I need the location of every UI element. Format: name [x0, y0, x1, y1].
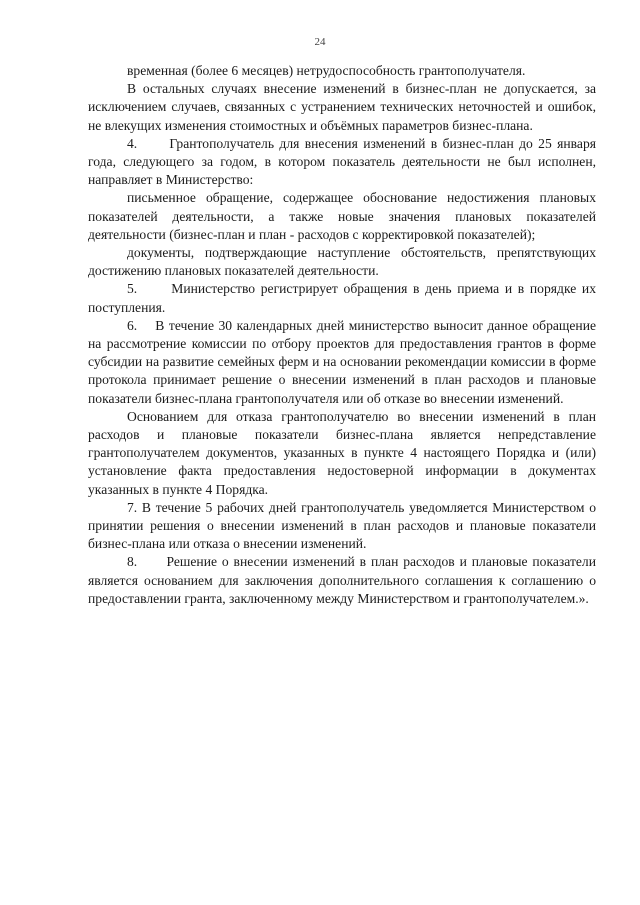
paragraph-refusal-grounds: Основанием для отказа грантополучателю во внесении изменений в план расходов и плановые показатели бизнес-плана является непредставление грантополучателем документов, указанных в пункте 4 настоящего Порядка и (или) установление факта предоставления недостоверной информации в документах указанных в пункте 4 Порядка.	[88, 408, 596, 497]
paragraph-other-cases: В остальных случаях внесение изменений в бизнес-план не допускается, за исключением случаев, связанных с устранением технических неточностей и ошибок, не влекущих изменения стоимостных и объёмных параметров бизнес-плана.	[88, 81, 596, 133]
paragraph-written-request: письменное обращение, содержащее обоснование недостижения плановых показателей деятельности, а также новые значения плановых показателей деятельности (бизнес-план и план - расходов с корректировкой показателей);	[88, 190, 596, 242]
paragraph-item-8: 8. Решение о внесении изменений в план расходов и плановые показатели является основанием для заключения дополнительного соглашения к соглашению о предоставлении гранта, заключенному между Министерством и грантополучателем.».	[88, 554, 596, 606]
document-body	[88, 62, 596, 608]
paragraph-item-7: 7. В течение 5 рабочих дней грантополучатель уведомляется Министерством о принятии решения о внесении изменений в план расходов и плановые показатели бизнес-плана или отказа о внесении изменений.	[88, 499, 596, 552]
paragraph-item-5: 5. Министерство регистрирует обращения в день приема и в порядке их поступления.	[88, 281, 596, 315]
paragraph-continuation: временная (более 6 месяцев) нетрудоспособность грантополучателя.	[127, 63, 526, 78]
paragraph-item-6: 6. В течение 30 календарных дней министерство выносит данное обращение на рассмотрение комиссии по отбору проектов для предоставления грантов в форме субсидии на развитие семейных ферм и на основании рекомендации комиссии в форме протокола принимает решение о внесении изменений в план расходов и плановые показатели бизнес-плана грантополучателя или об отказе во внесении изменений.	[88, 317, 596, 406]
page-number: 24	[314, 36, 326, 48]
paragraph-item-4: 4. Грантополучатель для внесения изменений в бизнес-план до 25 января года, следующего за годом, в котором показатель деятельности не был исполнен, направляет в Министерство:	[88, 135, 596, 188]
paragraph-documents: документы, подтверждающие наступление обстоятельств, препятствующих достижению плановых показателей деятельности.	[88, 245, 596, 279]
